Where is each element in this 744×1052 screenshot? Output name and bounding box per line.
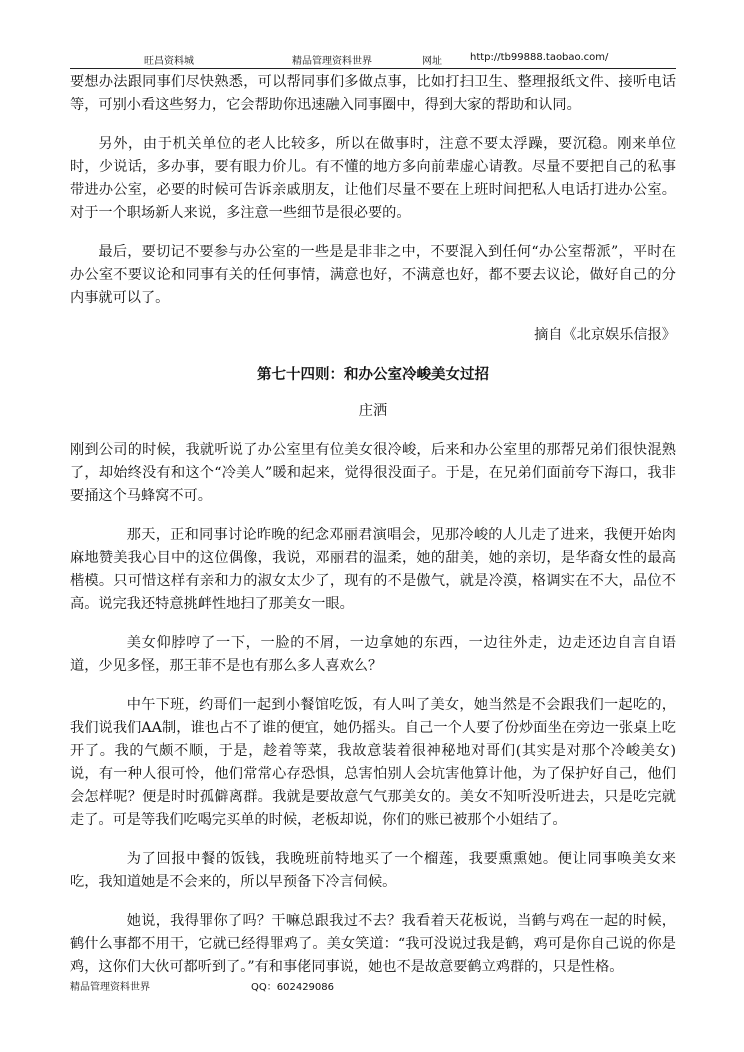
paragraph-1: 要想办法跟同事们尽快熟悉，可以帮同事们多做点事，比如打扫卫生、整理报纸文件、接听电话等，可别小看这些努力，它会帮助你迅速融入同事圈中，得到大家的帮助和认同。 (70, 74, 676, 113)
story-paragraph-4: 中午下班，约哥们一起到小餐馆吃饭，有人叫了美女，她当然是不会跟我们一起吃的，我们说我们AA制，谁也占不了谁的便宜，她仍摇头。自己一个人要了份炒面坐在旁边一张桌上吃开了。我的气颇不顺，于是，趁着等菜，我故意装着很神秘地对哥们(其实是对那个冷峻美女)说，有一种人很可怜，他们常常心存恐惧，总害怕别人会坑害他算计他，为了保护好自己，他们会怎样呢？便是时时孤僻离群。我就是要故意气气那美女的。美女不知听没听进去，只是吃完就走了。可是等我们吃喝完买单的时候，老板却说，你们的账已被那个小姐结了。 (70, 697, 676, 828)
source-citation: 摘自《北京娱乐信报》 (534, 327, 676, 343)
story-paragraph-6: 她说，我得罪你了吗？干嘛总跟我过不去？我看着天花板说，当鹤与鸡在一起的时候，鹤什么事都不用干，它就已经得罪鸡了。美女笑道：“我可没说过我是鹤，鸡可是你自己说的你是鸡，这你们大伙可都听到了。”有和事佬同事说，她也不是故意要鹤立鸡群的，只是性格。 (70, 913, 676, 975)
story-paragraph-3: 美女仰脖哼了一下，一脸的不屑，一边拿她的东西，一边往外走，边走还边自言自语道，少见多怪，那王菲不是也有那么多人喜欢么？ (70, 635, 676, 674)
section-title: 第七十四则：和办公室冷峻美女过招 (257, 366, 489, 383)
author-name: 庄洒 (358, 403, 388, 419)
story-paragraph-2: 那天，正和同事讨论昨晚的纪念邓丽君演唱会，见那冷峻的人儿走了进来，我便开始肉麻地赞美我心目中的这位偶像，我说，邓丽君的温柔，她的甜美，她的亲切，是华裔女性的最高楷模。只可惜这样有亲和力的淑女太少了，现有的不是傲气，就是冷漠，格调实在不大，品位不高。说完我还特意挑衅性地扫了那美女一眼。 (70, 527, 676, 612)
header-url-link[interactable]: http://tb99888.taobao.com/ (470, 52, 609, 63)
header-world-name: 精品管理资料世界 (292, 56, 372, 67)
story-paragraph-1: 刚到公司的时候，我就听说了办公室里有位美女很冷峻，后来和办公室里的那帮兄弟们很快混熟了，却始终没有和这个“冷美人”暖和起来，觉得很没面子。于是，在兄弟们面前夸下海口，我非要捅这个马蜂窝不可。 (70, 442, 676, 504)
paragraph-2: 另外，由于机关单位的老人比较多，所以在做事时，注意不要太浮躁，要沉稳。刚来单位时，少说话，多办事，要有眼力价儿。有不懂的地方多向前辈虚心请教。尽量不要把自己的私事带进办公室，必要的时候可告诉亲戚朋友，让他们尽量不要在上班时间把私人电话打进办公室。对于一个职场新人来说，多注意一些细节是很必要的。 (70, 136, 676, 221)
document-body (70, 71, 676, 979)
story-paragraph-5: 为了回报中餐的饭钱，我晚班前特地买了一个榴莲，我要熏熏她。便让同事唤美女来吃，我知道她是不会来的，所以早预备下冷言伺候。 (70, 851, 676, 890)
page-header (70, 52, 676, 69)
paragraph-3: 最后，要切记不要参与办公室的一些是是非非之中，不要混入到任何“办公室帮派”，平时在办公室不要议论和同事有关的任何事情，满意也好，不满意也好，都不要去议论，做好自己的分内事就可以了。 (70, 244, 676, 306)
footer-site-name: 精品管理资料世界 (70, 982, 150, 993)
header-site-name: 旺昌资料城 (144, 56, 194, 67)
page-footer (70, 978, 335, 993)
footer-qq: QQ：602429086 (251, 982, 335, 993)
header-url-label: 网址 (422, 56, 442, 67)
